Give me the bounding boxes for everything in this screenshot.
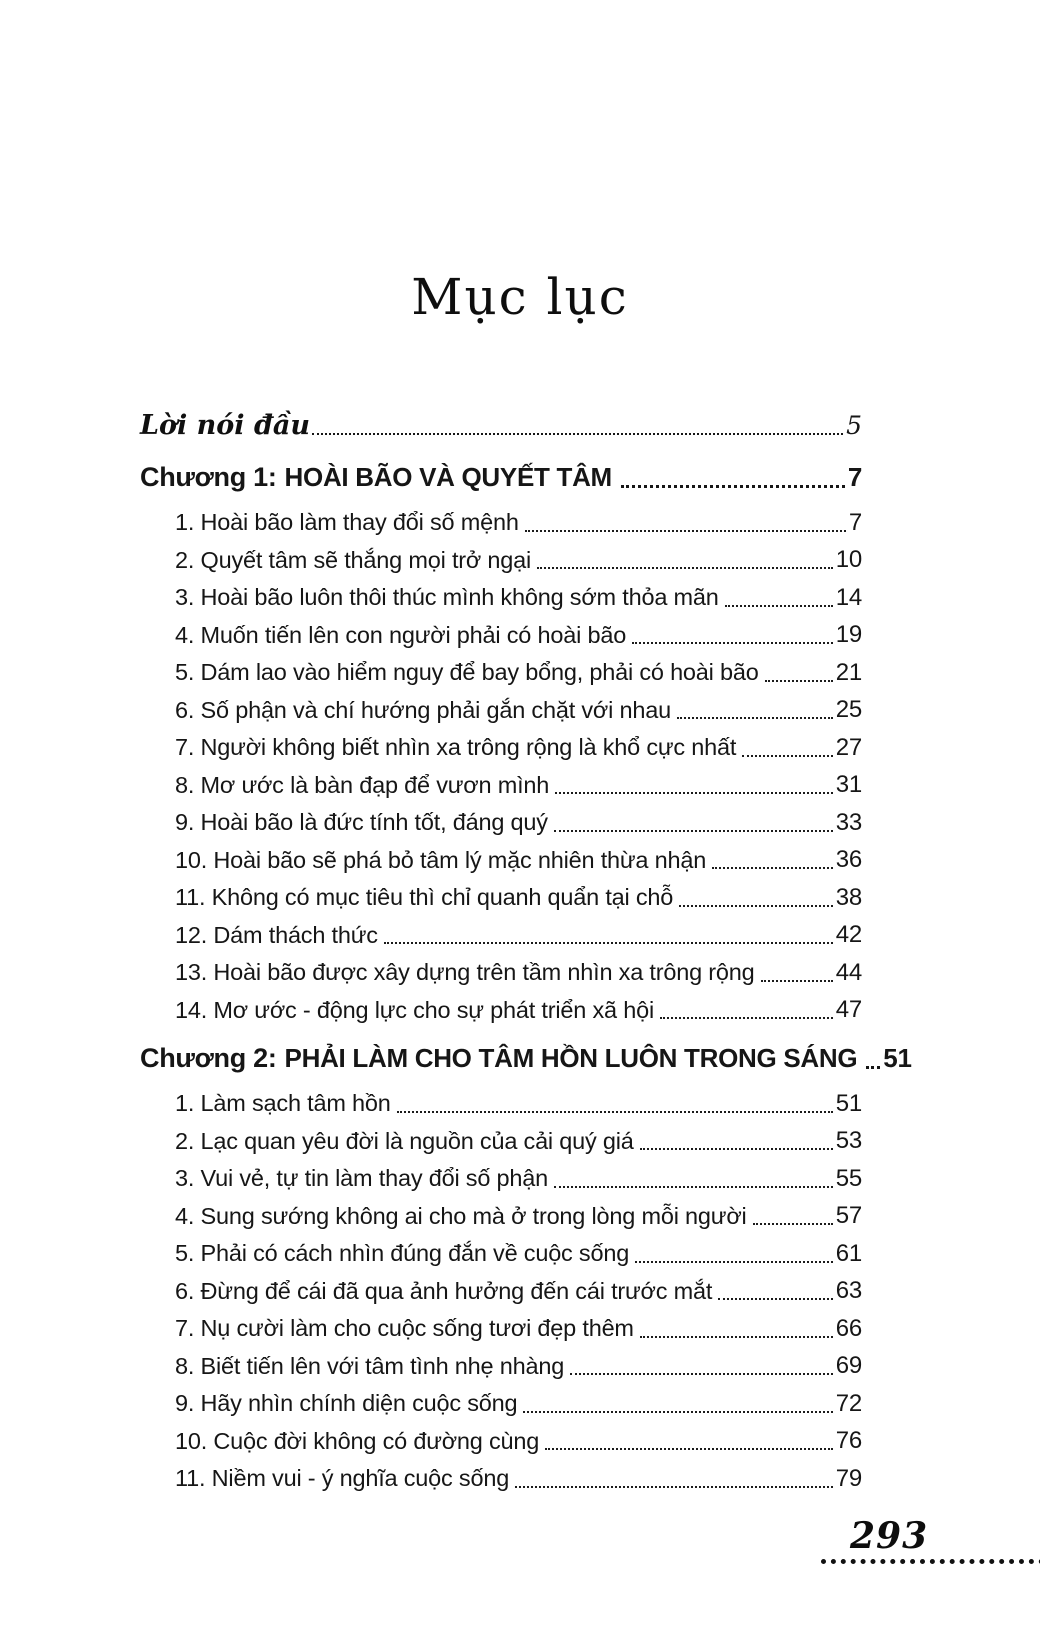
toc-item-page-number: 66 [835, 1314, 862, 1342]
toc-item-text: 10. Hoài bão sẽ phá bỏ tâm lý mặc nhiên thừa nhận [175, 846, 707, 873]
dotted-leader [555, 792, 833, 794]
toc-item-page-number: 19 [835, 621, 862, 649]
toc-item-row [175, 579, 862, 617]
toc-item-row [175, 879, 862, 917]
dotted-leader [537, 567, 833, 569]
toc-item-text: 3. Vui vẻ, tự tin làm thay đổi số phận [175, 1165, 549, 1192]
toc-item-text: 9. Hoài bão là đức tính tốt, đáng quý [175, 809, 548, 836]
toc-item-page-number: 27 [835, 733, 862, 761]
toc-item-row [175, 1348, 862, 1386]
dotted-leader [753, 1223, 833, 1225]
dotted-leader [640, 1148, 833, 1150]
toc-item-page-number: 76 [835, 1427, 862, 1455]
toc-item-text: 3. Hoài bão luôn thôi thúc mình không sớm thỏa mãn [175, 584, 719, 611]
toc-item-page-number: 44 [835, 958, 862, 986]
dotted-leader [660, 1017, 833, 1019]
dotted-leader [725, 605, 833, 607]
toc-item-text: 5. Phải có cách nhìn đúng đắn về cuộc sống [175, 1240, 630, 1267]
chapter-page-number: 51 [883, 1042, 912, 1073]
toc-item-text: 11. Không có mục tiêu thì chỉ quanh quẩn tại chỗ [175, 884, 674, 911]
toc-item-row [175, 804, 862, 842]
toc-item-page-number: 21 [835, 658, 862, 686]
toc-item-text: 4. Sung sướng không ai cho mà ở trong lòng mỗi người [175, 1202, 747, 1229]
toc-item-text: 12. Dám thách thức [175, 921, 378, 948]
toc-item-row [175, 1085, 862, 1123]
dotted-leader [632, 642, 833, 644]
dotted-leader [712, 867, 833, 869]
toc-item-row [175, 1310, 862, 1348]
toc-item-text: 14. Mơ ước - động lực cho sự phát triển xã hội [175, 996, 654, 1023]
toc-item-text: 9. Hãy nhìn chính diện cuộc sống [175, 1390, 518, 1417]
dotted-leader [312, 433, 843, 435]
toc-item-text: 1. Hoài bão làm thay đổi số mệnh [175, 509, 519, 536]
dotted-leader [523, 1411, 832, 1413]
toc-item-row [175, 992, 862, 1030]
toc-item-text: 8. Biết tiến lên với tâm tình nhẹ nhàng [175, 1352, 565, 1379]
toc-item-page-number: 25 [835, 696, 862, 724]
toc-item-text: 4. Muốn tiến lên con người phải có hoài bão [175, 621, 627, 648]
table-of-contents [140, 406, 912, 1498]
footer-page-number: 293 [850, 1515, 929, 1557]
preface-page-number: 5 [846, 410, 862, 440]
toc-item-text: 5. Dám lao vào hiểm nguy để bay bổng, phải có hoài bão [175, 659, 759, 686]
dotted-leader [515, 1486, 833, 1488]
toc-item-page-number: 14 [835, 583, 862, 611]
toc-chapters [140, 456, 912, 1498]
dotted-leader [554, 830, 833, 832]
toc-chapter-items [140, 1085, 862, 1498]
dotted-leader [677, 717, 833, 719]
dotted-leader [570, 1373, 833, 1375]
toc-item-row [175, 692, 862, 730]
toc-item-row [175, 1235, 862, 1273]
toc-item-row [175, 842, 862, 880]
dotted-leader [761, 980, 833, 982]
toc-item-text: 8. Mơ ước là bàn đạp để vươn mình [175, 771, 550, 798]
toc-item-row [175, 1198, 862, 1236]
dotted-leader [545, 1448, 833, 1450]
toc-item-text: 1. Làm sạch tâm hồn [175, 1090, 391, 1117]
toc-item-page-number: 10 [835, 546, 862, 574]
toc-item-page-number: 61 [835, 1239, 862, 1267]
toc-item-text: 6. Số phận và chí hướng phải gắn chặt với nhau [175, 696, 671, 723]
toc-item-page-number: 33 [835, 808, 862, 836]
toc-item-row [175, 1385, 862, 1423]
toc-item-page-number: 42 [835, 921, 862, 949]
toc-item-row [175, 1423, 862, 1461]
dotted-leader [765, 680, 833, 682]
dotted-leader [640, 1336, 833, 1338]
toc-item-row [175, 617, 862, 655]
toc-item-page-number: 38 [835, 883, 862, 911]
toc-item-page-number: 47 [835, 996, 862, 1024]
dotted-leader [742, 755, 832, 757]
toc-item-row [175, 954, 862, 992]
toc-item-row [175, 1160, 862, 1198]
toc-chapter-heading-row [140, 456, 862, 498]
dotted-leader [621, 485, 845, 488]
toc-item-row [175, 1273, 862, 1311]
chapter-title: HOÀI BÃO VÀ QUYẾT TÂM [284, 461, 612, 492]
dotted-leader [679, 905, 833, 907]
chapter-page-number: 7 [847, 461, 862, 492]
toc-chapter-heading-row [140, 1037, 912, 1079]
toc-item-row [175, 1460, 862, 1498]
chapter-label: Chương 2: [140, 1042, 277, 1073]
toc-item-page-number: 31 [835, 771, 862, 799]
toc-item-page-number: 57 [835, 1202, 862, 1230]
footer-dotted-line [821, 1552, 1040, 1564]
toc-item-row [175, 767, 862, 805]
toc-item-page-number: 53 [835, 1127, 862, 1155]
toc-item-row [175, 1123, 862, 1161]
dotted-leader [866, 1066, 880, 1069]
dotted-leader [635, 1261, 833, 1263]
toc-item-page-number: 7 [848, 508, 862, 536]
toc-item-row [175, 729, 862, 767]
toc-chapter-items [140, 504, 862, 1029]
toc-item-text: 2. Lạc quan yêu đời là nguồn của cải quý giá [175, 1127, 634, 1154]
toc-item-page-number: 63 [835, 1277, 862, 1305]
dotted-leader [718, 1298, 832, 1300]
preface-label: Lời nói đầu [140, 409, 310, 441]
toc-item-row [175, 654, 862, 692]
toc-item-text: 7. Nụ cười làm cho cuộc sống tươi đẹp thêm [175, 1315, 634, 1342]
dotted-leader [397, 1111, 833, 1113]
toc-item-row [175, 504, 862, 542]
toc-item-page-number: 79 [835, 1464, 862, 1492]
chapter-title: PHẢI LÀM CHO TÂM HỒN LUÔN TRONG SÁNG [284, 1042, 858, 1073]
toc-item-row [175, 542, 862, 580]
toc-item-page-number: 72 [835, 1389, 862, 1417]
toc-item-text: 10. Cuộc đời không có đường cùng [175, 1427, 540, 1454]
dotted-leader [525, 530, 846, 532]
dotted-leader [554, 1186, 833, 1188]
chapter-label: Chương 1: [140, 461, 277, 492]
toc-item-page-number: 51 [835, 1089, 862, 1117]
toc-item-text: 11. Niềm vui - ý nghĩa cuộc sống [175, 1465, 510, 1492]
toc-item-text: 13. Hoài bão được xây dựng trên tầm nhìn xa trông rộng [175, 959, 755, 986]
toc-item-page-number: 69 [835, 1352, 862, 1380]
toc-item-page-number: 36 [835, 846, 862, 874]
toc-item-text: 7. Người không biết nhìn xa trông rộng là khổ cực nhất [175, 734, 737, 761]
toc-item-text: 6. Đừng để cái đã qua ảnh hưởng đến cái trước mắt [175, 1277, 713, 1304]
dotted-leader [384, 942, 833, 944]
toc-item-page-number: 55 [835, 1164, 862, 1192]
toc-item-text: 2. Quyết tâm sẽ thắng mọi trở ngại [175, 546, 532, 573]
page-title: Mục lục [411, 268, 629, 326]
toc-preface-row [140, 406, 862, 444]
toc-item-row [175, 917, 862, 955]
